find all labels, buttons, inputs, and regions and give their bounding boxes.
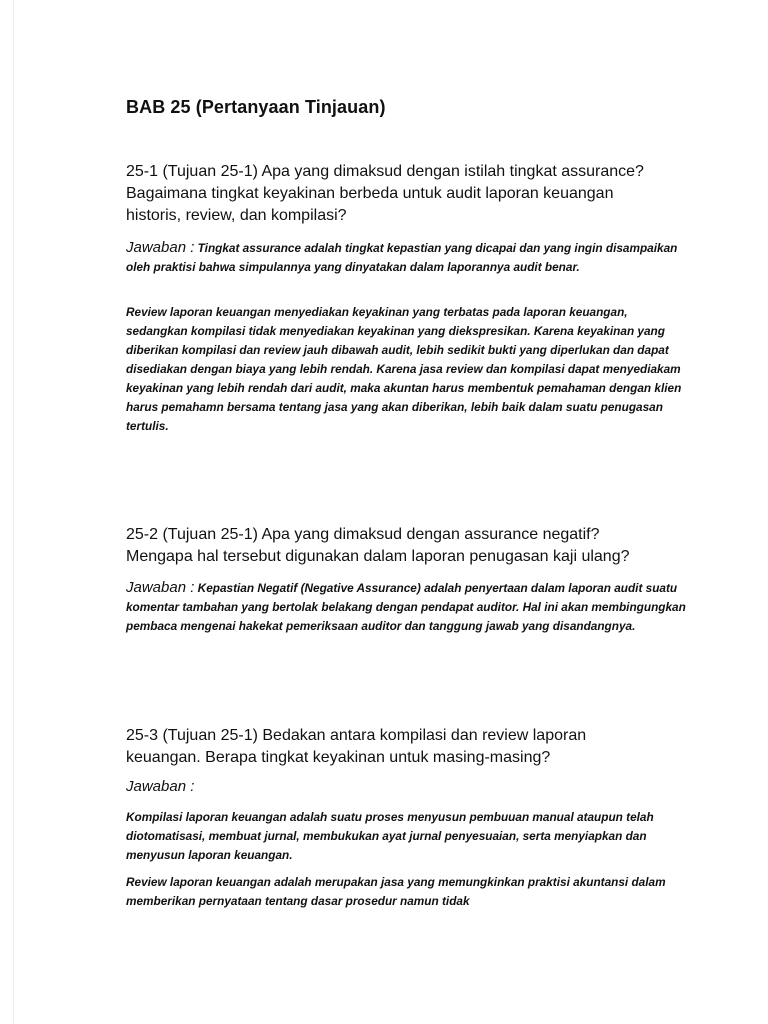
question-line: 25-2 (Tujuan 25-1) Apa yang dimaksud dengan assurance negatif?	[126, 526, 600, 543]
page-title: BAB 25 (Pertanyaan Tinjauan)	[126, 97, 386, 117]
answer-label: Jawaban :	[126, 579, 195, 596]
answer-label: Jawaban :	[126, 778, 195, 795]
answer-25-3-part1: Kompilasi laporan keuangan adalah suatu proses menyusun pembuuan manual ataupun telah diotomatisasi, membuat jurnal, membukukan ayat jurnal penyesuaian, serta menyiapkan dan menyusun laporan keuangan.	[126, 810, 654, 862]
answer-25-1-part2: Review laporan keuangan menyediakan keyakinan yang terbatas pada laporan keuangan, sedangkan kompilasi tidak menyediakan keyakinan yang diekspresikan. Karena keyakinan yang diberikan kompilasi dan review jauh dibawah audit, lebih sedikit bukti yang diperlukan dan dapat disediakan dengan biaya yang lebih rendah. Karena jasa review dan kompilasi dapat menyediakam keyakinan yang lebih rendah dari audit, maka akuntan harus membentuk pemahaman dengan klien harus pemahamn bersama tentang jasa yang akan diberikan, lebih baik dalam suatu penugasan tertulis.	[126, 305, 682, 433]
answer-label: Jawaban :	[126, 239, 195, 256]
question-25-1	[126, 161, 706, 227]
question-line: 25-1 (Tujuan 25-1) Apa yang dimaksud dengan istilah tingkat assurance?	[126, 163, 644, 180]
answer-25-1-part1	[126, 238, 686, 277]
answer-25-3-part2: Review laporan keuangan adalah merupakan jasa yang memungkinkan praktisi akuntansi dalam memberikan pernyataan tentang dasar prosedur namun tidak	[126, 875, 666, 908]
question-line: 25-3 (Tujuan 25-1) Bedakan antara kompilasi dan review laporan	[126, 727, 587, 744]
question-line: Bagaimana tingkat keyakinan berbeda untuk audit laporan keuangan	[126, 185, 614, 202]
answer-text: Kepastian Negatif (Negative Assurance) adalah penyertaan dalam laporan audit suatu komentar tambahan yang bertolak belakang dengan pendapat auditor. Hal ini akan membingungkan pembaca mengenai hakekat pemeriksaan auditor dan tanggung jawab yang disandangnya.	[126, 581, 686, 633]
question-line: keuangan. Berapa tingkat keyakinan untuk masing-masing?	[126, 749, 551, 766]
answer-text: Tingkat assurance adalah tingkat kepastian yang dicapai dan yang ingin disampaikan oleh praktisi bahwa simpulannya yang dinyatakan dalam laporannya audit benar.	[126, 241, 678, 274]
question-line: Mengapa hal tersebut digunakan dalam laporan penugasan kaji ulang?	[126, 548, 630, 565]
answer-25-2	[126, 578, 686, 636]
question-25-2	[126, 524, 706, 568]
question-line: historis, review, dan kompilasi?	[126, 207, 347, 224]
page-edge	[13, 0, 14, 1024]
question-25-3	[126, 725, 706, 769]
